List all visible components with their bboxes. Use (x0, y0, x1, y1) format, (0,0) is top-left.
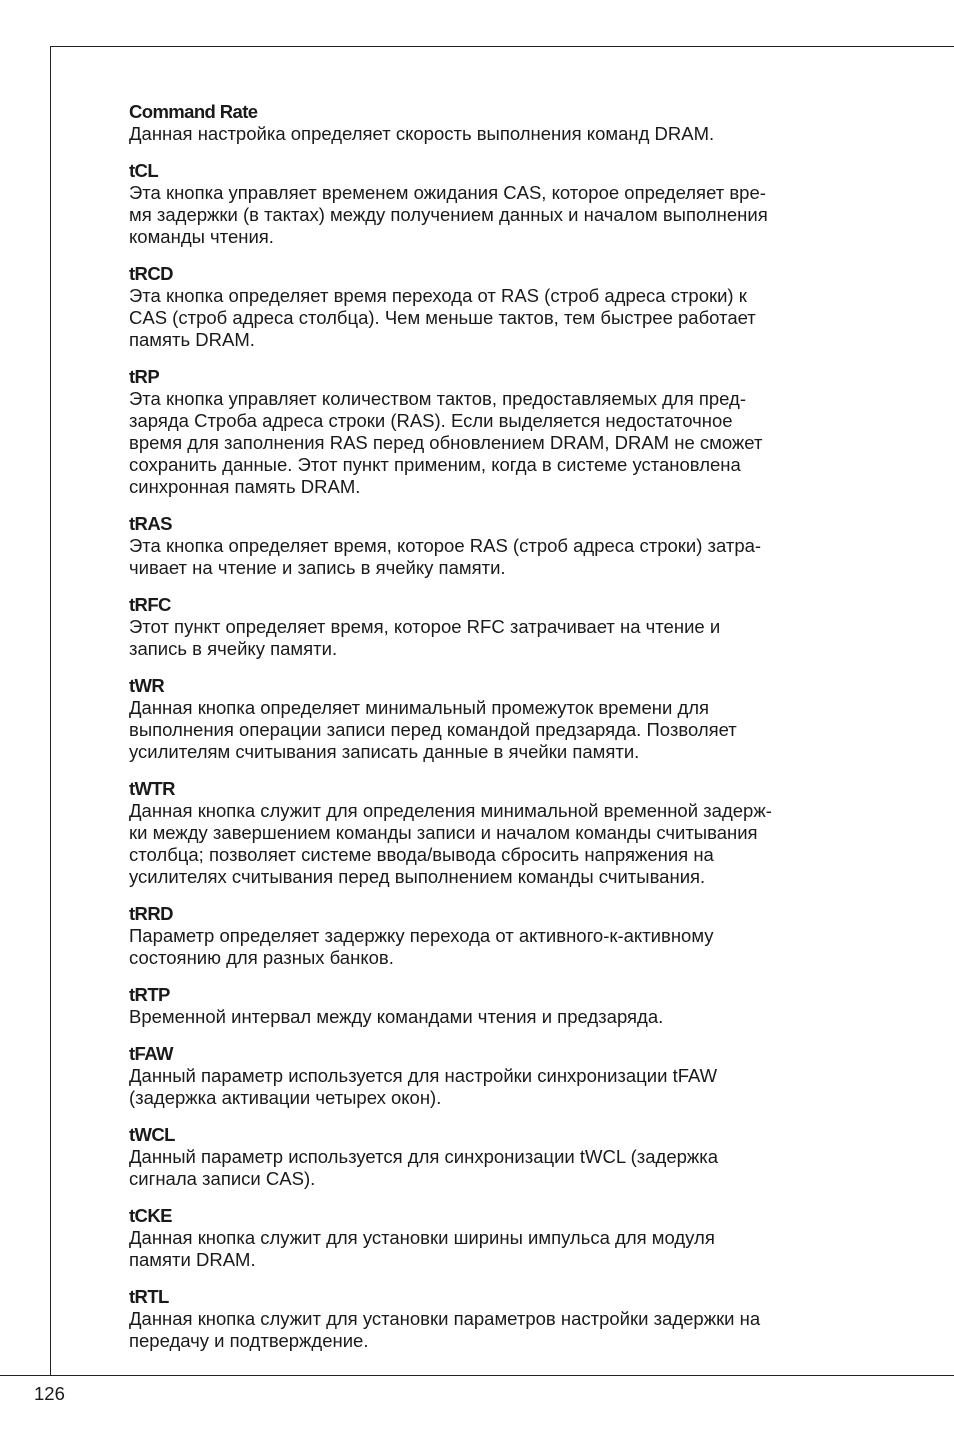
setting-description (129, 388, 839, 498)
setting-title: tRTP (129, 984, 170, 1005)
setting-description (129, 1227, 839, 1271)
description-line: ки между завершением команды записи и началом команды считывания (129, 822, 758, 843)
description-line: чивает на чтение и запись в ячейку памяти. (129, 557, 506, 578)
setting-title: Command Rate (129, 101, 258, 122)
description-line: (задержка активации четырех окон). (129, 1087, 442, 1108)
setting-section (129, 903, 839, 969)
description-line: выполнения операции записи перед командой предзаряда. Позволяет (129, 719, 737, 740)
description-line: команды чтения. (129, 226, 274, 247)
description-line: усилителям считывания записать данные в ячейки памяти. (129, 741, 640, 762)
description-line: Эта кнопка определяет время, которое RAS (строб адреса строки) затра- (129, 535, 762, 556)
setting-title: tFAW (129, 1043, 173, 1064)
setting-description (129, 1065, 839, 1109)
setting-description (129, 925, 839, 969)
setting-description (129, 182, 839, 248)
description-line: Данная кнопка определяет минимальный промежуток времени для (129, 697, 710, 718)
setting-title: tRFC (129, 594, 171, 615)
setting-description (129, 1308, 839, 1352)
description-line: запись в ячейку памяти. (129, 638, 338, 659)
setting-description (129, 800, 839, 888)
description-line: состоянию для разных банков. (129, 947, 394, 968)
setting-title: tRAS (129, 513, 172, 534)
description-line: памяти DRAM. (129, 1249, 256, 1270)
setting-description (129, 697, 839, 763)
setting-section (129, 778, 839, 888)
description-line: Эта кнопка определяет время перехода от RAS (строб адреса строки) к (129, 285, 747, 306)
setting-description (129, 535, 839, 579)
setting-section (129, 263, 839, 351)
setting-title: tCL (129, 160, 159, 181)
description-line: Данная кнопка служит для определения минимальной временной задерж- (129, 800, 772, 821)
description-line: усилителях считывания перед выполнением команды считывания. (129, 866, 706, 887)
page-frame-top-rule (50, 46, 954, 47)
setting-section (129, 675, 839, 763)
description-line: Данная настройка определяет скорость выполнения команд DRAM. (129, 123, 715, 144)
description-line: синхронная память DRAM. (129, 476, 361, 497)
description-line: память DRAM. (129, 329, 255, 350)
setting-section (129, 1286, 839, 1352)
description-line: мя задержки (в тактах) между получением данных и началом выполнения (129, 204, 768, 225)
setting-title: tWR (129, 675, 165, 696)
setting-description (129, 1006, 839, 1028)
setting-section (129, 101, 839, 145)
setting-title: tRRD (129, 903, 173, 924)
setting-title: tWCL (129, 1124, 175, 1145)
setting-section (129, 1124, 839, 1190)
description-line: передачу и подтверждение. (129, 1330, 369, 1351)
description-line: Этот пункт определяет время, которое RFC затрачивает на чтение и (129, 616, 721, 637)
description-line: Временной интервал между командами чтения и предзаряда. (129, 1006, 664, 1027)
description-line: CAS (строб адреса столбца). Чем меньше тактов, тем быстрее работает (129, 307, 756, 328)
description-line: сохранить данные. Этот пункт применим, когда в системе установлена (129, 454, 741, 475)
document-body (129, 101, 839, 1367)
setting-section (129, 594, 839, 660)
setting-section (129, 366, 839, 498)
setting-section (129, 160, 839, 248)
description-line: время для заполнения RAS перед обновлением DRAM, DRAM не сможет (129, 432, 763, 453)
setting-title: tRP (129, 366, 160, 387)
description-line: Эта кнопка управляет временем ожидания CAS, которое определяет вре- (129, 182, 766, 203)
setting-title: tRCD (129, 263, 173, 284)
setting-title: tWTR (129, 778, 175, 799)
description-line: сигнала записи CAS). (129, 1168, 316, 1189)
setting-section (129, 1205, 839, 1271)
setting-section (129, 513, 839, 579)
setting-description (129, 616, 839, 660)
setting-title: tRTL (129, 1286, 169, 1307)
description-line: Параметр определяет задержку перехода от активного-к-активному (129, 925, 714, 946)
page-footer-rule (0, 1375, 954, 1376)
setting-title: tCKE (129, 1205, 172, 1226)
description-line: Эта кнопка управляет количеством тактов, предоставляемых для пред- (129, 388, 747, 409)
setting-section (129, 1043, 839, 1109)
setting-description (129, 285, 839, 351)
description-line: Данный параметр используется для настройки синхронизации tFAW (129, 1065, 718, 1086)
page-number: 126 (34, 1383, 65, 1404)
description-line: Данный параметр используется для синхронизации tWCL (задержка (129, 1146, 719, 1167)
setting-description (129, 1146, 839, 1190)
description-line: заряда Строба адреса строки (RAS). Если выделяется недостаточное (129, 410, 733, 431)
setting-description (129, 123, 839, 145)
description-line: Данная кнопка служит для установки ширины импульса для модуля (129, 1227, 715, 1248)
setting-section (129, 984, 839, 1028)
description-line: Данная кнопка служит для установки параметров настройки задержки на (129, 1308, 761, 1329)
description-line: столбца; позволяет системе ввода/вывода сбросить напряжения на (129, 844, 714, 865)
page-frame-left-rule (50, 46, 51, 1375)
